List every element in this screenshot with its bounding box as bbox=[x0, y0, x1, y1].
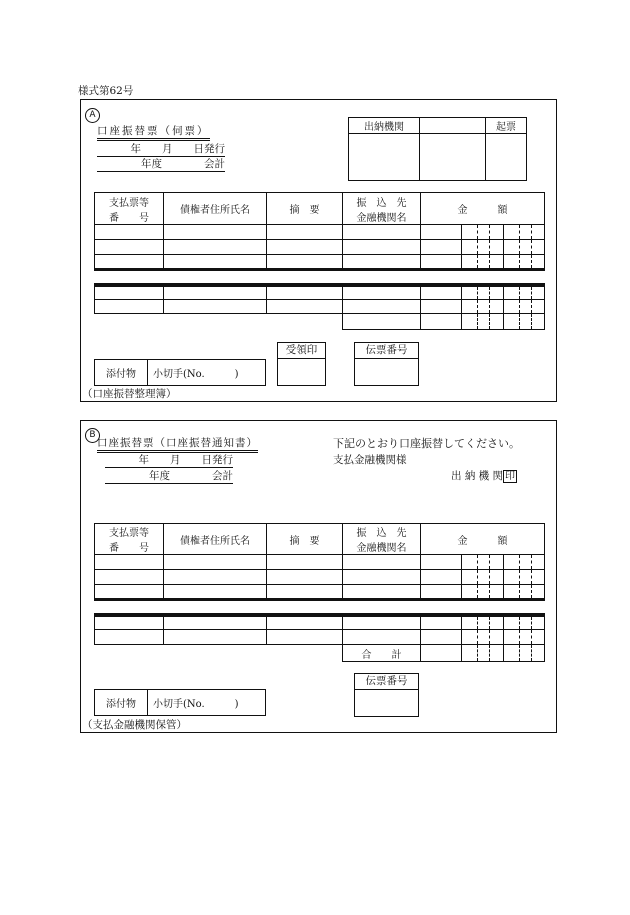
part-a-date-line: 年 月 日発行 bbox=[97, 144, 225, 157]
part-b-marker: B bbox=[85, 422, 100, 443]
seal-mark-icon: 印 bbox=[505, 471, 516, 482]
receipt-seal-label: 受領印 bbox=[278, 343, 325, 359]
table-row bbox=[95, 225, 545, 240]
part-b-title: 口座振替票（口座振替通知書） bbox=[97, 438, 258, 453]
attachment-value: 小切手(No. ) bbox=[148, 690, 266, 716]
part-a-title: 口座振替票（伺票） bbox=[97, 126, 210, 141]
part-a-receipt-seal-box bbox=[277, 342, 326, 386]
header-amount: 金 額 bbox=[421, 524, 545, 555]
header-summary: 摘 要 bbox=[267, 524, 343, 555]
part-a-slip-no-box bbox=[354, 342, 419, 386]
header-amount: 金 額 bbox=[421, 193, 545, 225]
table-row bbox=[95, 617, 545, 630]
part-a-office-box bbox=[348, 117, 527, 181]
part-b-notice-text: 下記のとおり口座振替してください。 bbox=[333, 437, 520, 450]
table-row bbox=[95, 287, 545, 300]
part-a-divider-top bbox=[94, 268, 545, 271]
table-total-row bbox=[95, 314, 545, 330]
slip-no-label: 伝票番号 bbox=[355, 343, 418, 359]
header-creditor: 債権者住所氏名 bbox=[164, 524, 267, 555]
table-row bbox=[95, 255, 545, 269]
part-b-footer: （支払金融機関保管） bbox=[82, 719, 187, 731]
form-number: 様式第62号 bbox=[78, 85, 134, 97]
part-b-slip-no-box bbox=[354, 673, 419, 717]
header-destination: 振 込 先 金融機関名 bbox=[343, 524, 421, 555]
header-summary: 摘 要 bbox=[267, 193, 343, 225]
header-voucher-no: 支払票等 番 号 bbox=[95, 524, 164, 555]
office-box-kihyo-label: 起票 bbox=[486, 118, 527, 134]
office-box-blank bbox=[420, 118, 486, 134]
table-total-row bbox=[95, 645, 545, 662]
attachment-value: 小切手(No. ) bbox=[148, 360, 266, 386]
header-destination: 振 込 先 金融機関名 bbox=[343, 193, 421, 225]
part-b-addressee: 支払金融機関様 bbox=[333, 454, 407, 466]
part-b-office-label: 出 納 機 関 印 bbox=[451, 470, 516, 482]
attachment-label: 添付物 bbox=[95, 690, 148, 716]
part-b-attachment bbox=[94, 689, 266, 716]
total-label: 合 計 bbox=[343, 645, 421, 662]
part-b-date-line: 年 月 日発行 bbox=[105, 455, 233, 468]
part-a-table-lower bbox=[94, 286, 545, 330]
part-a-marker: A bbox=[85, 102, 100, 123]
office-box-label: 出納機関 bbox=[349, 118, 420, 134]
part-a-fiscal-line: 年度 会計 bbox=[97, 159, 225, 172]
slip-no-label: 伝票番号 bbox=[355, 674, 418, 690]
table-row bbox=[95, 555, 545, 570]
table-row bbox=[95, 300, 545, 314]
part-a-attachment bbox=[94, 359, 266, 386]
part-a-table-upper bbox=[94, 192, 545, 269]
table-row bbox=[95, 570, 545, 585]
part-a-footer: （口座振替整理簿） bbox=[82, 388, 177, 400]
part-b-table-upper bbox=[94, 523, 545, 599]
part-b-divider-top bbox=[94, 598, 545, 601]
header-creditor: 債権者住所氏名 bbox=[164, 193, 267, 225]
table-row bbox=[95, 240, 545, 255]
header-voucher-no: 支払票等 番 号 bbox=[95, 193, 164, 225]
table-row bbox=[95, 630, 545, 645]
attachment-label: 添付物 bbox=[95, 360, 148, 386]
part-b-table-lower bbox=[94, 616, 545, 662]
table-row bbox=[95, 585, 545, 599]
part-b-fiscal-line: 年度 会計 bbox=[105, 471, 233, 484]
